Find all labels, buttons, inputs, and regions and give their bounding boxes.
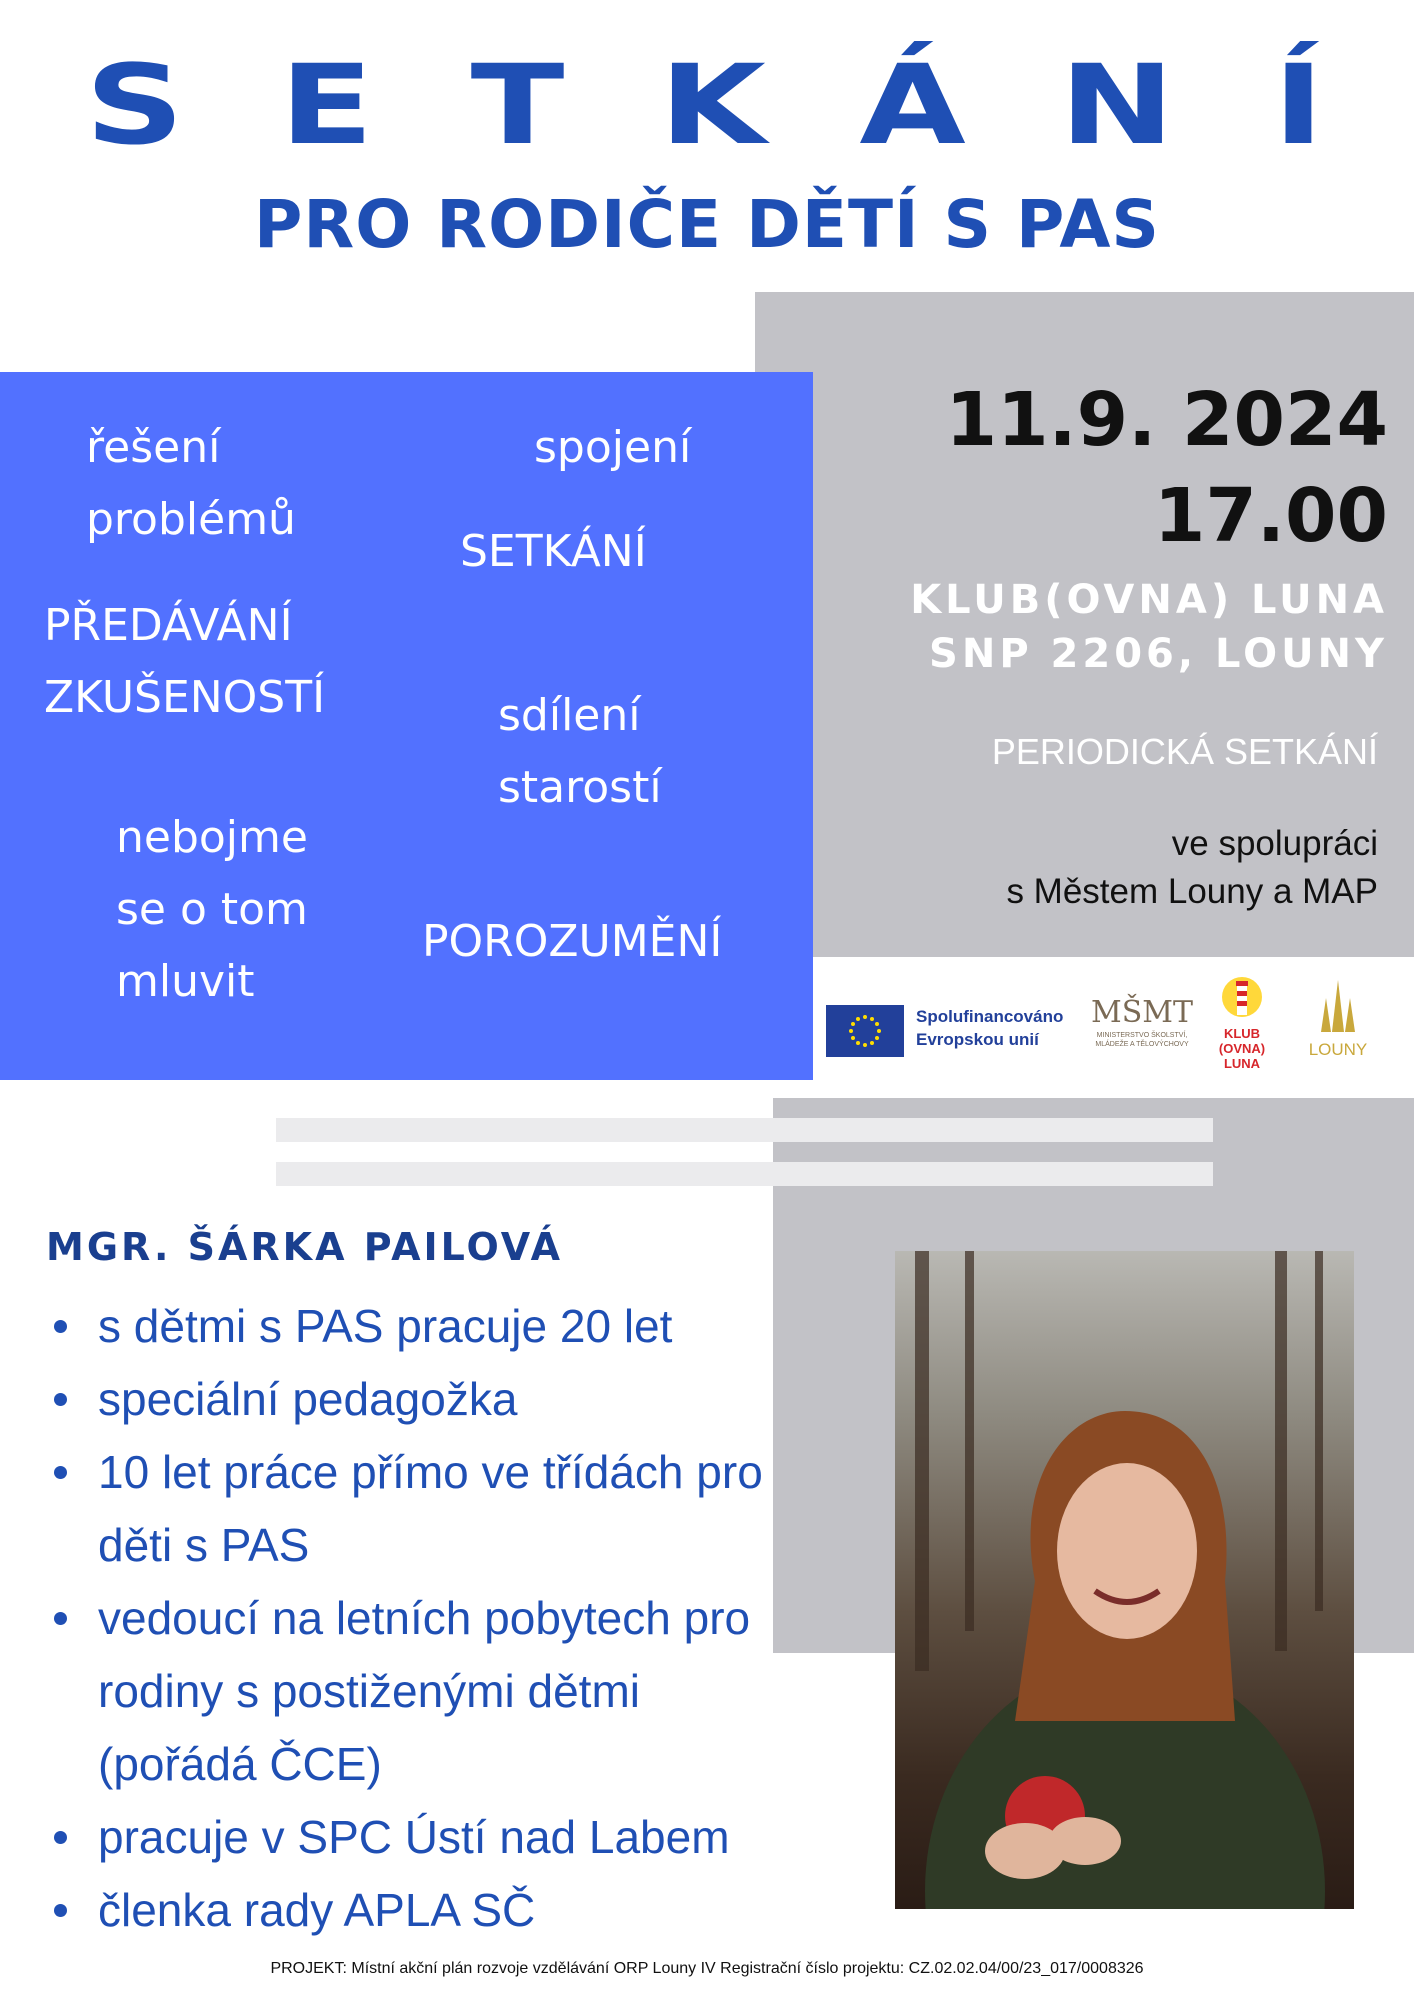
list-item: speciální pedagožka bbox=[46, 1363, 806, 1436]
event-date: 11.9. 2024 bbox=[945, 377, 1388, 463]
eu-flag-icon bbox=[826, 1005, 904, 1057]
cooperation-line: ve spolupráci bbox=[1171, 824, 1378, 863]
keyword: řešení bbox=[86, 422, 221, 473]
speaker-bio-list bbox=[46, 1290, 806, 1947]
list-item: členka rady APLA SČ bbox=[46, 1874, 806, 1947]
list-item: s dětmi s PAS pracuje 20 let bbox=[46, 1290, 806, 1363]
title-letter: Í bbox=[1272, 41, 1325, 169]
klub-luna-logo bbox=[1210, 975, 1274, 1071]
luna-label: KLUB bbox=[1223, 1026, 1261, 1041]
msmt-mark: MŠMT bbox=[1091, 995, 1193, 1030]
eu-funding-label bbox=[916, 1005, 1063, 1051]
title-letter: K bbox=[659, 41, 766, 169]
cooperation-line: s Městem Louny a MAP bbox=[1006, 872, 1378, 911]
keyword: PŘEDÁVÁNÍ bbox=[44, 600, 293, 651]
page-title bbox=[0, 40, 1414, 170]
keyword: SETKÁNÍ bbox=[460, 526, 647, 577]
event-time: 17.00 bbox=[1153, 473, 1388, 559]
louny-label: LOUNY bbox=[1308, 1040, 1368, 1059]
luna-label: (OVNA) bbox=[1218, 1041, 1266, 1056]
title-letter: Á bbox=[859, 41, 967, 169]
louny-towers-icon bbox=[1308, 978, 1368, 1036]
list-item: vedoucí na letních pobytech pro rodiny s postiženými dětmi (pořádá ČCE) bbox=[46, 1582, 806, 1801]
msmt-logo bbox=[1090, 995, 1194, 1049]
msmt-label: MLÁDEŽE A TĚLOVÝCHOVY bbox=[1095, 1041, 1189, 1048]
keyword: starostí bbox=[498, 762, 662, 813]
louny-logo bbox=[1298, 978, 1378, 1059]
luna-label: LUNA bbox=[1223, 1056, 1261, 1071]
cooperation-note bbox=[1006, 820, 1378, 916]
keyword: ZKUŠENOSTÍ bbox=[44, 672, 326, 723]
keyword: mluvit bbox=[116, 956, 255, 1007]
title-letter: S bbox=[85, 41, 185, 169]
keyword: se o tom bbox=[116, 884, 308, 935]
keyword: nebojme bbox=[116, 812, 308, 863]
eu-label-line: Evropskou unií bbox=[916, 1030, 1039, 1049]
footer-project-info: PROJEKT: Místní akční plán rozvoje vzdělávání ORP Louny IV Registrační číslo projektu: CZ.02.02.04/00/23_017/0008326 bbox=[270, 1960, 1144, 1977]
venue-name: KLUB(OVNA) LUNA bbox=[910, 577, 1388, 623]
venue-address: SNP 2206, LOUNY bbox=[929, 631, 1388, 677]
periodic-note: PERIODICKÁ SETKÁNÍ bbox=[991, 731, 1378, 772]
title-letter: T bbox=[470, 41, 565, 169]
keywords-box bbox=[0, 372, 813, 1080]
page-subtitle: PRO RODIČE DĚTÍ S PAS bbox=[254, 186, 1160, 263]
speaker-photo bbox=[895, 1251, 1354, 1909]
keyword: spojení bbox=[534, 422, 692, 473]
list-item: pracuje v SPC Ústí nad Labem bbox=[46, 1801, 806, 1874]
title-letter: E bbox=[280, 41, 374, 169]
title-letter: N bbox=[1059, 41, 1175, 169]
decorative-bar bbox=[276, 1162, 1213, 1186]
keyword: sdílení bbox=[498, 690, 641, 741]
list-item: 10 let práce přímo ve třídách pro děti s PAS bbox=[46, 1436, 806, 1582]
decorative-bar bbox=[276, 1118, 1213, 1142]
keyword: POROZUMĚNÍ bbox=[422, 916, 723, 967]
eu-label-line: Spolufinancováno bbox=[916, 1007, 1064, 1026]
msmt-label: MINISTERSTVO ŠKOLSTVÍ, bbox=[1096, 1032, 1188, 1039]
speaker-name: MGR. ŠÁRKA PAILOVÁ bbox=[46, 1225, 564, 1269]
lighthouse-icon bbox=[1220, 975, 1264, 1021]
keyword: problémů bbox=[86, 494, 296, 545]
